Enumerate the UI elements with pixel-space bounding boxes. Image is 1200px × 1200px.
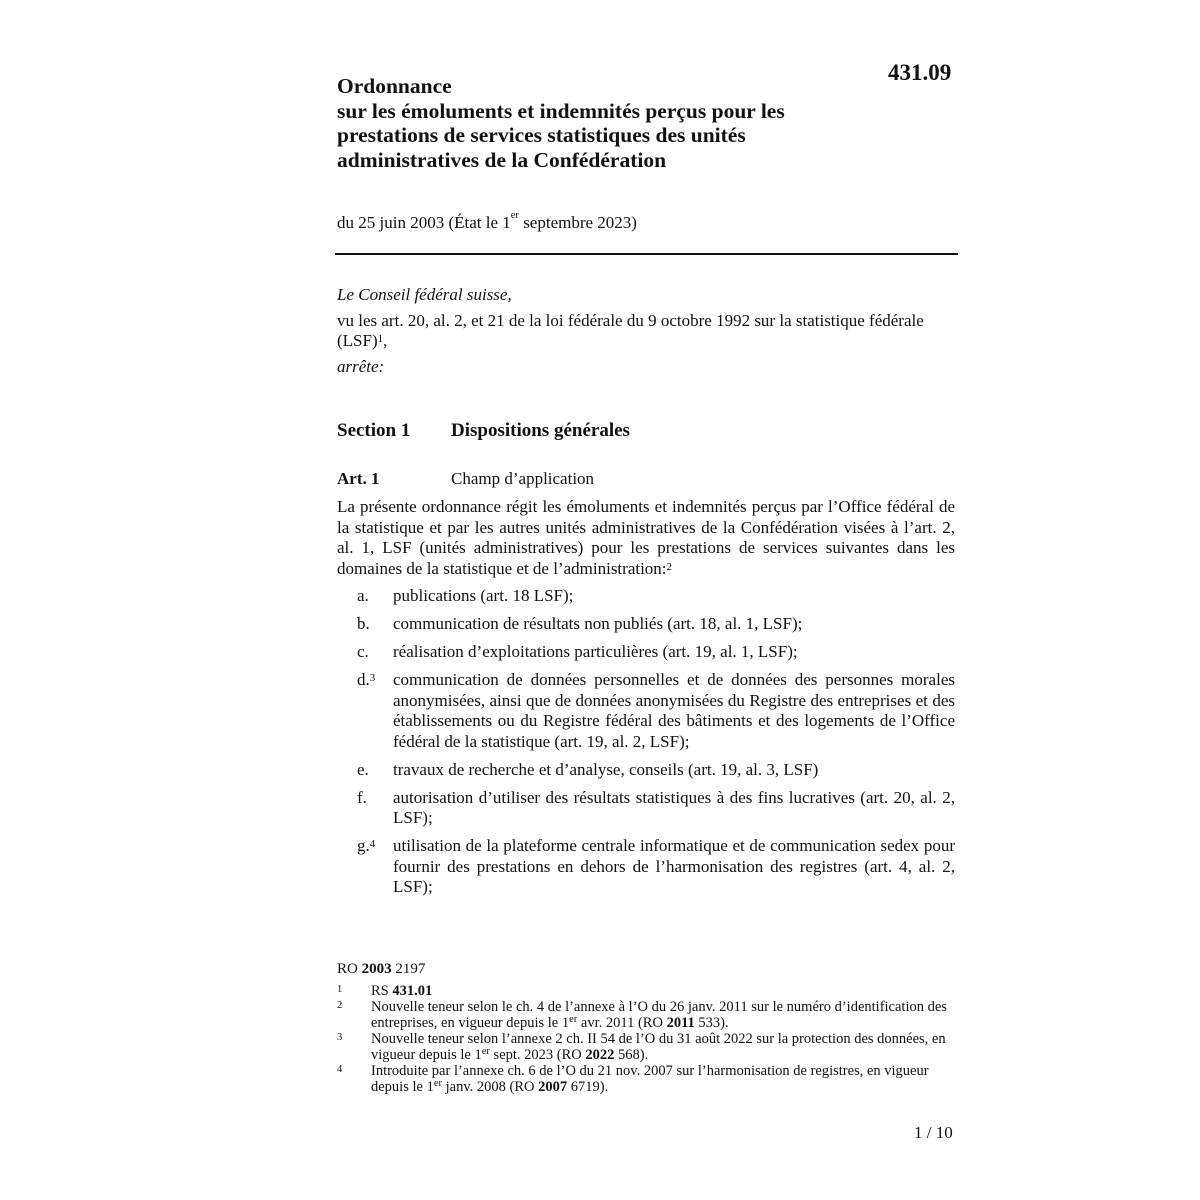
- list-item: [337, 760, 955, 781]
- document-date: [337, 210, 637, 233]
- sr-number: 431.09: [888, 60, 952, 85]
- footnote-text: Nouvelle teneur selon l’annexe 2 ch. II 54 de l’O du 31 août 2022 sur la protection des données, en vigueur depuis le 1er sept. 2023 (RO 2022 568).: [371, 1031, 946, 1063]
- legal-basis-end: ,: [383, 331, 388, 350]
- title-line: Ordonnance: [337, 74, 452, 98]
- section-number: Section 1: [337, 420, 411, 441]
- item-letter: e.: [357, 759, 369, 779]
- footnote-number: 4: [337, 1064, 343, 1075]
- footnote: [337, 999, 955, 1031]
- item-letter: f.: [357, 787, 367, 807]
- footnote: [337, 1063, 955, 1095]
- title-line: sur les émoluments et indemnités perçus pour les: [337, 98, 785, 123]
- footnote: [337, 983, 955, 999]
- list-item: [337, 670, 955, 752]
- item-letter: c.: [357, 642, 369, 661]
- item-text: communication de données personnelles et de données des personnes morales anonymisées, ainsi que de données anonymisées du Registre des entreprises et des établissements ou du Registre fédéral des bâtiments et des logements de l’Office fédéral de la statistique (art. 19, al. 2, LSF);: [393, 670, 955, 751]
- item-letter: b.: [357, 614, 370, 633]
- preamble: [337, 285, 957, 383]
- list-item: [337, 614, 955, 635]
- page-number: 1 / 10: [914, 1123, 953, 1142]
- item-letter: a.: [357, 586, 369, 605]
- footnote-text: Introduite par l’annexe ch. 6 de l’O du 21 nov. 2007 sur l’harmonisation de registres, en vigueur depuis le 1er janv. 2008 (RO 2007 6719).: [371, 1063, 929, 1095]
- article-intro: [337, 497, 955, 579]
- item-list: [337, 586, 955, 898]
- ro-prefix: RO: [337, 961, 362, 977]
- footnote-ref[interactable]: 3: [369, 672, 376, 684]
- item-label: [337, 642, 393, 663]
- footnote-ref[interactable]: 4: [369, 838, 376, 850]
- date-text: du 25 juin 2003 (État le 1: [337, 213, 511, 232]
- item-label: [337, 788, 393, 829]
- item-text: réalisation d’exploitations particulières (art. 19, al. 1, LSF);: [393, 642, 798, 661]
- item-text: communication de résultats non publiés (art. 18, al. 1, LSF);: [393, 614, 803, 633]
- item-label: [337, 586, 393, 607]
- preamble-authority: Le Conseil fédéral suisse,: [337, 285, 512, 304]
- preamble-decree: arrête:: [337, 357, 385, 376]
- date-text-end: septembre 2023): [518, 213, 637, 232]
- item-text: publications (art. 18 LSF);: [393, 586, 574, 605]
- ro-year: 2003: [361, 961, 392, 977]
- preamble-legal-basis: [337, 311, 957, 351]
- list-item: [337, 586, 955, 607]
- ro-page: 2197: [391, 961, 426, 977]
- item-text: autorisation d’utiliser des résultats statistiques à des fins lucratives (art. 20, al. 2, LSF);: [393, 787, 955, 827]
- footnote-ref[interactable]: 1: [377, 333, 384, 345]
- header-divider: [335, 253, 958, 255]
- item-label: [337, 836, 393, 898]
- list-item: [337, 642, 955, 663]
- article-body: [337, 497, 955, 905]
- list-item: [337, 836, 955, 898]
- date-superscript: er: [510, 210, 519, 221]
- item-label: [337, 614, 393, 635]
- item-letter: d.: [357, 670, 370, 689]
- list-item: [337, 788, 955, 829]
- article-heading: [337, 469, 594, 489]
- footnote-number: 3: [337, 1032, 343, 1043]
- title-line: administratives de la Confédération: [337, 147, 667, 172]
- footnote-number: 2: [337, 1000, 343, 1011]
- item-text: utilisation de la plateforme centrale informatique et de communication sedex pour fournir des prestations en dehors de l’harmonisation des registres (art. 4, al. 2, LSF);: [393, 836, 955, 896]
- document-title: [337, 74, 897, 172]
- ro-reference: [337, 961, 425, 978]
- title-line: prestations de services statistiques des unités: [337, 123, 746, 147]
- item-letter: g.: [357, 836, 370, 855]
- footnotes: [337, 983, 955, 1095]
- section-title: Dispositions générales: [451, 420, 630, 441]
- footnote-number: 1: [337, 984, 343, 995]
- section-heading: [337, 420, 630, 442]
- item-label: [337, 760, 393, 781]
- item-label: [337, 670, 393, 752]
- footnote-ref[interactable]: 2: [666, 560, 673, 573]
- footnote-text: RS 431.01: [371, 983, 433, 999]
- article-title: Champ d’application: [451, 469, 595, 488]
- legal-basis-text: vu les art. 20, al. 2, et 21 de la loi fédérale du 9 octobre 1992 sur la statistique fédérale (LSF): [337, 311, 924, 350]
- footnote-text: Nouvelle teneur selon le ch. 4 de l’annexe à l’O du 26 janv. 2011 sur le numéro d’identification des entreprises, en vigueur depuis le 1er avr. 2011 (RO 2011 533).: [371, 999, 947, 1031]
- article-number: Art. 1: [337, 469, 380, 488]
- footnote: [337, 1031, 955, 1063]
- intro-text: La présente ordonnance régit les émoluments et indemnités perçus par l’Office fédéral de la statistique et par les autres unités administratives de la Confédération visées à l’art. 2, al. 1, LSF (unités administratives) pour les prestations de services suivantes dans les domaines de la statistique et de l’administration:: [337, 497, 955, 578]
- item-text: travaux de recherche et d’analyse, conseils (art. 19, al. 3, LSF): [393, 759, 819, 779]
